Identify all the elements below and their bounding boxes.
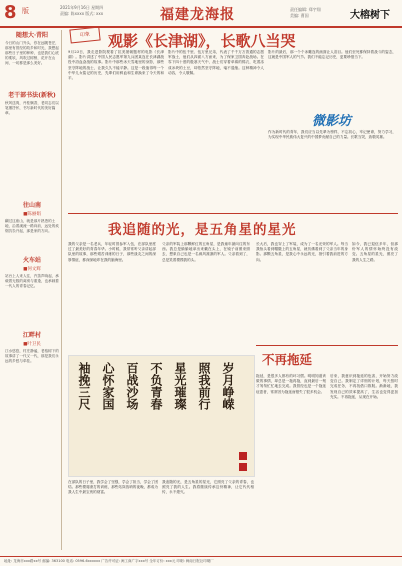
sidebar-block-3 — [3, 200, 61, 234]
sidebar-title: 老干部书法(新秋) — [8, 92, 56, 99]
paper-name: 福建龙海报 — [160, 7, 235, 23]
seal-stamp — [239, 463, 247, 471]
sidebar-author: ■叶卫民 — [23, 342, 41, 347]
calligraphy-column: 星光璀璨 — [173, 362, 187, 410]
sidebar-text: 翻过这座山，就是那片熟悉的土地，沿着溪流一路向前，远处的炊烟袅袅升起，那是家的方向。 — [5, 219, 59, 233]
article1-column-2: 影片中的伍千里、伍万里兄弟，代表了千千万万普通的志愿军战士，他们从四面八方而来，为了保家卫国奔赴战场。在零下四十度的极寒天气中，战士们穿着单薄的棉衣，吃着冻成冰块的土豆，却依然坚守阵地，毫不退缩。这种精神令人动容，令人敬佩。 — [168, 50, 264, 75]
section-name: 大榕树下 — [350, 10, 390, 21]
calligraphy-column: 百战沙场 — [125, 362, 139, 410]
section-divider — [256, 345, 398, 346]
masthead — [0, 0, 402, 28]
column-stamp: 印象 — [69, 26, 100, 43]
calligraphy-image — [68, 355, 255, 477]
sidebar-block-1 — [3, 30, 61, 66]
sidebar-text: 江水悠悠，村庄静谧，老榕树下的故事讲了一代又一代，那是我们永远的乡愁与牵挂。 — [5, 349, 59, 363]
editor-info: 责任编辑: 郑宇翔 美编: 曹国 — [290, 7, 321, 18]
sidebar-text: 站台上人来人往，汽笛声响起，承载着无数的离别与重逢，也承载着一代人的青春记忆。 — [5, 274, 59, 288]
calligraphy-column: 不负青春 — [149, 362, 163, 410]
article1-headline: 观影《长津湖》，长歌八当哭 — [108, 32, 296, 50]
sidebar-block-5 — [3, 330, 61, 364]
article3-column-2: 后来，我意识到拖延的危害，开始努力改变自己。我制定了详细的计划，每天按时完成任务，不再找借口推脱。渐渐地，我发现自己的效率提高了，生活也变得更加充实。不再拖延，从现在开始。 — [330, 374, 398, 399]
sidebar-title: 火车站 — [22, 257, 41, 264]
sidebar — [3, 30, 62, 550]
article2-column-6: 我追随的光，是五角星的星光，它照亮了父亲的青春，也照亮了我的人生。我将继续传承这份精神，让它代代相传，永不熄灭。 — [162, 480, 254, 495]
sidebar-title: 江畔村 — [22, 332, 41, 339]
calligraphy-column: 照我前行 — [197, 362, 211, 410]
column-title: 微影坊 — [312, 114, 352, 129]
article2-column-4: 如今，我已退伍多年，但那份军人的情怀始终没有改变。五角星的星光，照亮了我的人生之路。 — [352, 242, 398, 262]
article2-headline: 我追随的光，是五角星的星光 — [108, 222, 297, 238]
sidebar-author: ■陈丽娟 — [23, 212, 41, 217]
article3-column-1: 拖延，是很多人都有的坏习惯。明明知道该做的事情，却总是一拖再拖，直到最后一刻才匆匆忙忙地去完成。我曾经也是一个拖延症患者，常常因为拖延而错失了很多机会。 — [256, 374, 326, 394]
calligraphy-column: 岁月峥嵘 — [221, 362, 235, 410]
sidebar-text: 今日的山门外头，你在远眺苍茫，那里有曾经的故乡和时光，我想起那些日子里的种种，也是我们心底的柔软，风吹过树梢，花开在山间，一切都是那么美好。 — [5, 41, 59, 65]
sidebar-author: ■何文辉 — [23, 267, 41, 272]
article2-column-5: 在部队的日子里，我学会了坚强，学会了担当，学会了团结。那些摸爬滚打的训练，那些站岗放哨的夜晚，都成为我人生中最宝贵的财富。 — [68, 480, 158, 495]
issue-info: 2021年9月16日 星期四 责编: 陈xxxx 版式: xxx — [60, 5, 104, 16]
sidebar-title: 随想大·青阳 — [15, 32, 49, 39]
article2-column-1: 我的父亲是一名老兵，年轻时曾参军入伍，在部队里度过了最美好的青春年华。小时候，我常常听父亲讲起部队里的故事，那些艰苦训练的日子，那些战友之间的深厚情谊，都深深地印在我的脑海里。 — [68, 242, 156, 262]
page-label: 版 — [22, 7, 29, 15]
sidebar-title: 往山南 — [22, 202, 41, 209]
article1-column-4: 作为新时代的青年，我们应当以先辈为榜样，不忘初心，牢记使命，努力学习，为实现中华民族伟大复兴的中国梦贡献自己的力量。长歌当哭，致敬英雄。 — [268, 130, 396, 140]
article2-column-3: 长大后，我也穿上了军装，成为了一名光荣的军人。每当我抬头看到帽徽上的五角星，就仿佛看到了父亲当年的身影。那颗五角星，是我心中永远的光，指引着我前进的方向。 — [256, 242, 348, 262]
article1-column-1: 9月23日，我走进影院观看了抗美援朝题材的电影《长津湖》。影片讲述了中国人民志愿军第九兵团某连在长津湖战役中浴血奋战的故事。影片中那些冰天雪地里的身影，那些坚守阵地的战士，让我久久不能平静。这是一段值得每一个中华儿女铭记的历史，先辈们用鲜血和生命换来了今天的和平。 — [68, 50, 164, 81]
article3-headline: 不再拖延 — [262, 352, 313, 367]
seal-stamp — [239, 452, 247, 460]
article2-column-2: 父亲的军装上那颗鲜红的五角星，是我童年最向往的东西。我总是偷偷地拿出来戴在头上，在镜子前照来照去，想象自己也是一名威风凛凛的军人。父亲看到了，总是笑着摸摸我的头。 — [162, 242, 250, 262]
page-number: 8 — [4, 2, 17, 23]
article1-column-3: 影片的最后，那一个个冰雕连的画面让人泪目。他们至死都保持着战斗的姿态，这就是中国军人的气节。我们不能忘记历史，更要珍惜当下。 — [268, 50, 396, 60]
calligraphy-column: 心怀家国 — [101, 362, 115, 410]
calligraphy-column: 袖挽三尺 — [77, 362, 91, 410]
sidebar-block-4 — [3, 255, 61, 289]
section-divider — [68, 213, 398, 214]
footer: 地址: 龙海市xxx路xx号 邮编: 363100 电话: 0596-6xxxxxx 广告许可证: 闽工商广字xxx号 全年订价: xxx元 印刷: 闽南日报社印刷厂 — [0, 556, 402, 566]
sidebar-block-2 — [3, 90, 61, 116]
sidebar-text: 秋风送爽，丹桂飘香，老同志们以笔墨抒怀，书写新时代的美好篇章。 — [5, 101, 59, 115]
